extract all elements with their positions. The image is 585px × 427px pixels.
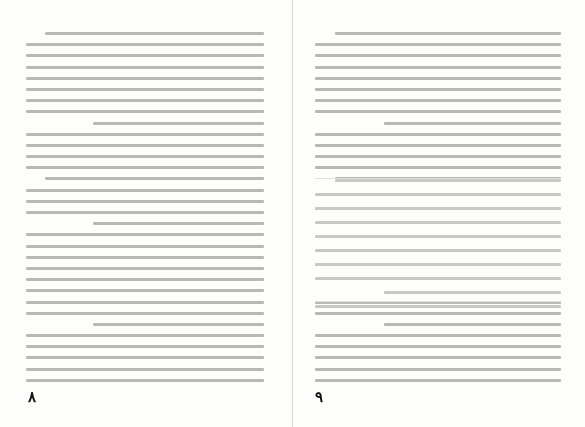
text-line-placeholder bbox=[315, 99, 561, 102]
text-line-placeholder bbox=[26, 334, 264, 337]
genealogy-list bbox=[315, 178, 561, 302]
text-line-placeholder bbox=[26, 43, 264, 46]
text-line-placeholder bbox=[315, 368, 561, 371]
text-line-placeholder bbox=[26, 368, 264, 371]
text-line-placeholder bbox=[93, 222, 264, 225]
text-line-placeholder bbox=[315, 356, 561, 359]
text-line-placeholder bbox=[26, 189, 264, 192]
text-line-placeholder bbox=[26, 166, 264, 169]
text-line-placeholder bbox=[45, 177, 264, 180]
text-line-placeholder bbox=[315, 66, 561, 69]
text-line-placeholder bbox=[315, 345, 561, 348]
text-line-placeholder bbox=[384, 122, 561, 125]
text-line-placeholder bbox=[26, 289, 264, 292]
text-line-placeholder bbox=[384, 323, 561, 326]
text-line-placeholder bbox=[26, 54, 264, 57]
text-line-placeholder bbox=[26, 155, 264, 158]
text-line-placeholder bbox=[315, 249, 561, 252]
text-line-placeholder bbox=[335, 32, 561, 35]
text-line-placeholder bbox=[315, 133, 561, 136]
text-line-placeholder bbox=[315, 207, 561, 210]
text-line-placeholder bbox=[45, 32, 264, 35]
text-line-placeholder bbox=[26, 256, 264, 259]
text-line-placeholder bbox=[26, 77, 264, 80]
text-line-placeholder bbox=[315, 88, 561, 91]
text-line-placeholder bbox=[315, 54, 561, 57]
text-line-placeholder bbox=[26, 379, 264, 382]
text-line-placeholder bbox=[26, 233, 264, 236]
text-line-placeholder bbox=[26, 278, 264, 281]
text-line-placeholder bbox=[26, 356, 264, 359]
text-line-placeholder bbox=[315, 277, 561, 280]
text-line-placeholder bbox=[315, 110, 561, 113]
text-line-placeholder bbox=[26, 245, 264, 248]
text-line-placeholder bbox=[93, 323, 264, 326]
text-line-placeholder bbox=[335, 179, 561, 182]
text-line-placeholder bbox=[26, 99, 264, 102]
text-line-placeholder bbox=[315, 379, 561, 382]
text-line-placeholder bbox=[384, 291, 561, 294]
text-line-placeholder bbox=[315, 305, 561, 308]
text-line-placeholder bbox=[315, 43, 561, 46]
text-line-placeholder bbox=[26, 200, 264, 203]
text-line-placeholder bbox=[26, 144, 264, 147]
text-line-placeholder bbox=[26, 66, 264, 69]
right-page-number: ۹ bbox=[315, 388, 324, 406]
text-line-placeholder bbox=[315, 263, 561, 266]
text-line-placeholder bbox=[315, 193, 561, 196]
text-line-placeholder bbox=[315, 334, 561, 337]
text-line-placeholder bbox=[315, 221, 561, 224]
text-line-placeholder bbox=[93, 122, 264, 125]
text-line-placeholder bbox=[26, 267, 264, 270]
text-line-placeholder bbox=[315, 235, 561, 238]
text-line-placeholder bbox=[26, 211, 264, 214]
left-page-number: ۸ bbox=[28, 388, 37, 406]
right-page bbox=[293, 0, 585, 427]
text-line-placeholder bbox=[26, 301, 264, 304]
text-line-placeholder bbox=[26, 110, 264, 113]
text-line-placeholder bbox=[315, 166, 561, 169]
text-line-placeholder bbox=[26, 312, 264, 315]
left-page-body-text bbox=[26, 32, 264, 384]
text-line-placeholder bbox=[315, 77, 561, 80]
text-line-placeholder bbox=[315, 144, 561, 147]
text-line-placeholder bbox=[315, 155, 561, 158]
text-line-placeholder bbox=[26, 345, 264, 348]
text-line-placeholder bbox=[26, 88, 264, 91]
text-line-placeholder bbox=[315, 312, 561, 315]
text-line-placeholder bbox=[26, 133, 264, 136]
